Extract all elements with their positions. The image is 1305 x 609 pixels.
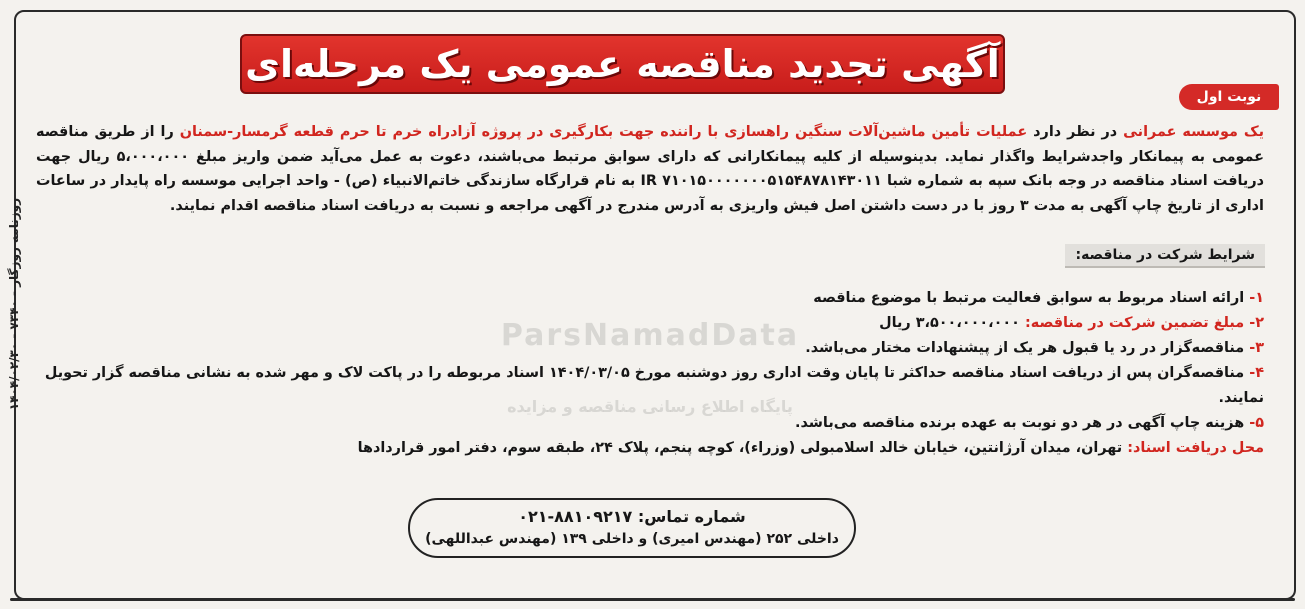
item-text: مناقصه‌گزار در رد یا قبول هر یک از پیشنهادات مختار می‌باشد. (805, 340, 1250, 356)
contact-box (408, 498, 856, 558)
conditions-list (36, 286, 1264, 461)
item-text: مناقصه‌گران پس از دریافت اسناد مناقصه حداکثر تا پایان وقت اداری روز دوشنبه مورخ ۱۴۰۴/۰۳/۰۵ اسناد مربوطه را در پاکت لاک و مهر شده به نشانی مناقصه گزار تحویل نمایند. (44, 365, 1264, 406)
phone-line (410, 506, 854, 528)
item-text: ارائه اسناد مربوط به سوابق فعالیت مرتبط با موضوع مناقصه (813, 290, 1250, 306)
item-number: ۲- (1249, 315, 1264, 331)
address-text: تهران، میدان آرژانتین، خیابان خالد اسلامبولی (وزراء)، کوچه پنجم، پلاک ۲۴، طبقه سوم، دفتر امور قراردادها (357, 440, 1128, 456)
round-badge-label: نوبت اول (1196, 89, 1262, 105)
item-text: هزینه چاپ آگهی در هر دو نوبت به عهده برنده مناقصه می‌باشد. (795, 415, 1250, 431)
item-number: ۱- (1249, 290, 1264, 306)
item-text: ۳،۵۰۰،۰۰۰،۰۰۰ ریال (879, 315, 1025, 331)
conditions-label: شرایط شرکت در مناقصه: (1075, 247, 1255, 263)
intro-text-1: در نظر دارد (1027, 124, 1124, 140)
condition-item-2 (36, 311, 1264, 336)
organization-name: یک موسسه عمرانی (1123, 124, 1264, 140)
intro-text-2: را از طریق مناقصه عمومی به پیمانکار واجدشرایط واگذار نماید. بدینوسیله از کلیه پیمانکارانی که دارای سوابق مرتبط می‌باشند، دعوت به عمل می‌آید ضمن واریز مبلغ ۵،۰۰۰،۰۰۰ ریال جهت دریافت اسناد مناقصه در وجه بانک سپه به شماره شبا IR ۷۱۰۱۵۰۰۰۰۰۰۰۵۱۵۴۸۷۸۱۴۳۰۱۱ به نام قرارگاه سازندگی خاتم‌الانبیاء (ص) - واحد اجرایی موسسه راه پایدار در ساعات اداری از تاریخ چاپ آگهی به مدت ۳ روز با در دست داشتن اصل فیش واریزی به آدرس مندرج در آگهی مراجعه و نسبت به دریافت اسناد مناقصه اقدام نمایند. (36, 124, 1264, 214)
guarantee-label: مبلغ تضمین شرکت در مناقصه: (1024, 315, 1250, 331)
project-title: عملیات تأمین ماشین‌آلات سنگین راهسازی با راننده جهت بکارگیری در پروژه آزادراه خرم تا حرم قطعه گرمسار-سمنان (179, 124, 1028, 140)
round-badge (1179, 84, 1279, 110)
side-caption-text: روزنامه روزگار - ۷۳۴۰ - ۱۴۰۴/۰۲/۳۰ (7, 198, 21, 411)
item-number: ۳- (1249, 340, 1264, 356)
conditions-heading (1065, 244, 1265, 268)
condition-item-4 (36, 361, 1264, 411)
extension-line: داخلی ۲۵۲ (مهندس امیری) و داخلی ۱۳۹ (مهندس عبداللهی) (425, 531, 839, 547)
watermark-subtitle: پایگاه اطلاع رسانی مناقصه و مزایده (507, 397, 793, 416)
watermark-brand: ParsNamadData (500, 318, 800, 353)
condition-item-3 (36, 336, 1264, 361)
ad-title: آگهی تجدید مناقصه عمومی یک مرحله‌ای (245, 42, 1000, 86)
address-label: محل دریافت اسناد: (1127, 440, 1264, 456)
condition-item-1 (36, 286, 1264, 311)
intro-paragraph (36, 120, 1264, 218)
item-number: ۴- (1249, 365, 1264, 381)
document-address (36, 436, 1264, 461)
bottom-divider (10, 598, 1295, 601)
newspaper-side-caption (0, 0, 28, 609)
phone-label: شماره تماس: (637, 507, 746, 526)
title-banner (240, 34, 1005, 94)
phone-number: ۸۸۱۰۹۲۱۷-۰۲۱ (518, 507, 638, 526)
item-number: ۵- (1249, 415, 1264, 431)
condition-item-5 (36, 411, 1264, 436)
